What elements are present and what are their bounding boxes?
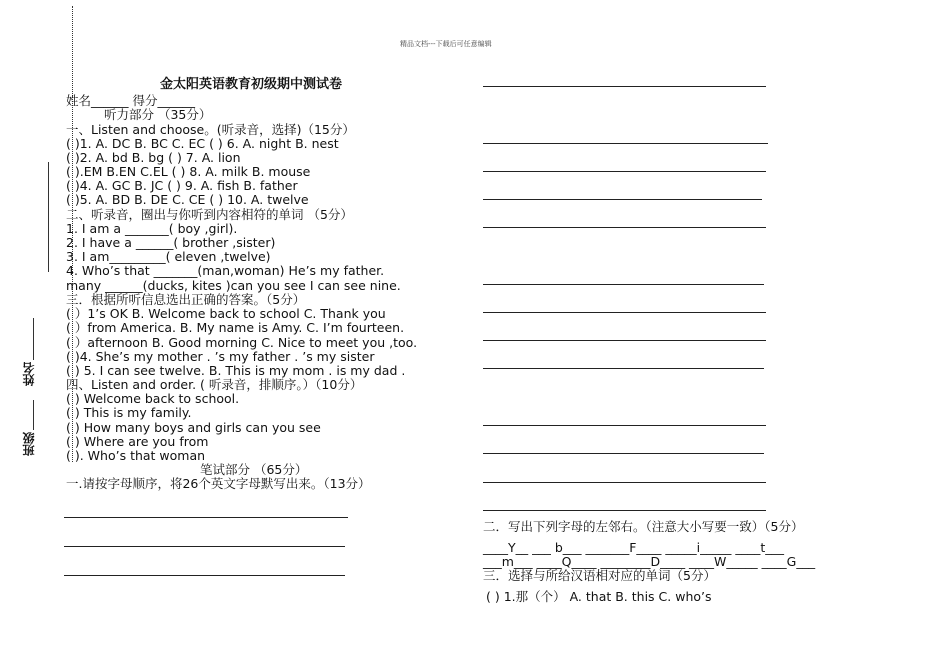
left-text-line: 1. I am a _______( boy ,girl). xyxy=(66,221,238,236)
binding-solid-line xyxy=(48,162,49,272)
page-header: 精品文档---下载后可任意编辑 xyxy=(400,40,492,48)
left-text-line: 4. Who’s that _______(man,woman) He’s my father. xyxy=(66,263,385,278)
answer-line[interactable] xyxy=(483,482,766,483)
left-text-line: 听力部分 （35分） xyxy=(104,107,212,122)
left-text-line: ( ）from America. B. My name is Amy. C. I’m fourteen. xyxy=(66,320,405,335)
left-text-line: ( ）1’s OK B. Welcome back to school C. Thank you xyxy=(66,306,386,321)
side-label-name: 姓名 xyxy=(22,362,36,386)
answer-line[interactable] xyxy=(483,312,766,313)
left-text-line: 二、听录音，圈出与你听到内容相符的单词 （5分） xyxy=(66,207,353,222)
alphabet-answer-line[interactable] xyxy=(64,546,345,547)
left-text-line: 姓名______ 得分______ xyxy=(66,93,195,108)
left-text-line: ( ) Welcome back to school. xyxy=(66,391,240,406)
left-text-line: ( ). Who’s that woman xyxy=(66,448,206,463)
answer-line[interactable] xyxy=(483,510,766,511)
left-text-line: 三．根据所听信息选出正确的答案。（5分） xyxy=(66,292,306,307)
right-text-line: ____Y__ ___ b___ _______F____ _____i_____ ____t___ xyxy=(483,540,785,555)
left-text-line: 一、Listen and choose。(听录音，选择)（15分） xyxy=(66,122,355,137)
left-text-line: ( ) Where are you from xyxy=(66,434,209,449)
side-class-underline xyxy=(33,400,34,430)
left-text-line: 一.请按字母顺序，将26个英文字母默写出来。（13分） xyxy=(66,476,371,491)
left-text-line: 笔试部分 （65分） xyxy=(200,462,308,477)
answer-line[interactable] xyxy=(483,143,768,144)
answer-line[interactable] xyxy=(483,199,762,200)
right-text-line: 三．选择与所给汉语相对应的单词（5分） xyxy=(483,568,716,583)
left-text-line: ( )5. A. BD B. DE C. CE ( ) 10. A. twelve xyxy=(66,192,309,207)
left-text-line: ( )2. A. bd B. bg ( ) 7. A. lion xyxy=(66,150,241,165)
left-text-line: 3. I am_________( eleven ,twelve) xyxy=(66,249,271,264)
answer-line[interactable] xyxy=(483,227,766,228)
left-text-line: many ______(ducks, kites )can you see I can see nine. xyxy=(66,278,401,293)
right-text-line: 二．写出下列字母的左邻右。（注意大小写要一致）（5分） xyxy=(483,519,804,534)
left-text-line: ( )1. A. DC B. BC C. EC ( ) 6. A. night B. nest xyxy=(66,136,339,151)
alphabet-answer-line[interactable] xyxy=(64,517,348,518)
left-text-line: 2. I have a ______( brother ,sister) xyxy=(66,235,276,250)
left-text-line: ( )4. A. GC B. JC ( ) 9. A. fish B. father xyxy=(66,178,298,193)
answer-line[interactable] xyxy=(483,86,766,87)
answer-line[interactable] xyxy=(483,425,766,426)
left-text-line: ( ）afternoon B. Good morning C. Nice to meet you ,too. xyxy=(66,335,418,350)
answer-line[interactable] xyxy=(483,453,764,454)
left-text-line: 四、Listen and order. ( 听录音，排顺序。）（10分） xyxy=(66,377,363,392)
left-text-line: ( )4. She’s my mother . ’s my father . ’s my sister xyxy=(66,349,375,364)
alphabet-answer-line[interactable] xyxy=(64,575,345,576)
exam-title: 金太阳英语教育初级期中测试卷 xyxy=(160,77,343,92)
left-text-line: ( ) How many boys and girls can you see xyxy=(66,420,321,435)
answer-line[interactable] xyxy=(483,171,766,172)
answer-line[interactable] xyxy=(483,368,764,369)
right-text-line: ___m___ ____Q____ ________D____ ____W_____ ____G___ xyxy=(483,554,816,569)
left-text-line: ( ) 5. I can see twelve. B. This is my mom . is my dad . xyxy=(66,363,406,378)
right-text-line: ( ) 1.那（个） A. that B. this C. who’s xyxy=(486,589,712,604)
answer-line[interactable] xyxy=(483,340,766,341)
side-label-class: 班级 xyxy=(22,432,36,456)
answer-line[interactable] xyxy=(483,284,764,285)
left-text-line: ( ) This is my family. xyxy=(66,405,192,420)
left-text-line: ( ).EM B.EN C.EL ( ) 8. A. milk B. mouse xyxy=(66,164,311,179)
side-name-underline xyxy=(33,318,34,360)
